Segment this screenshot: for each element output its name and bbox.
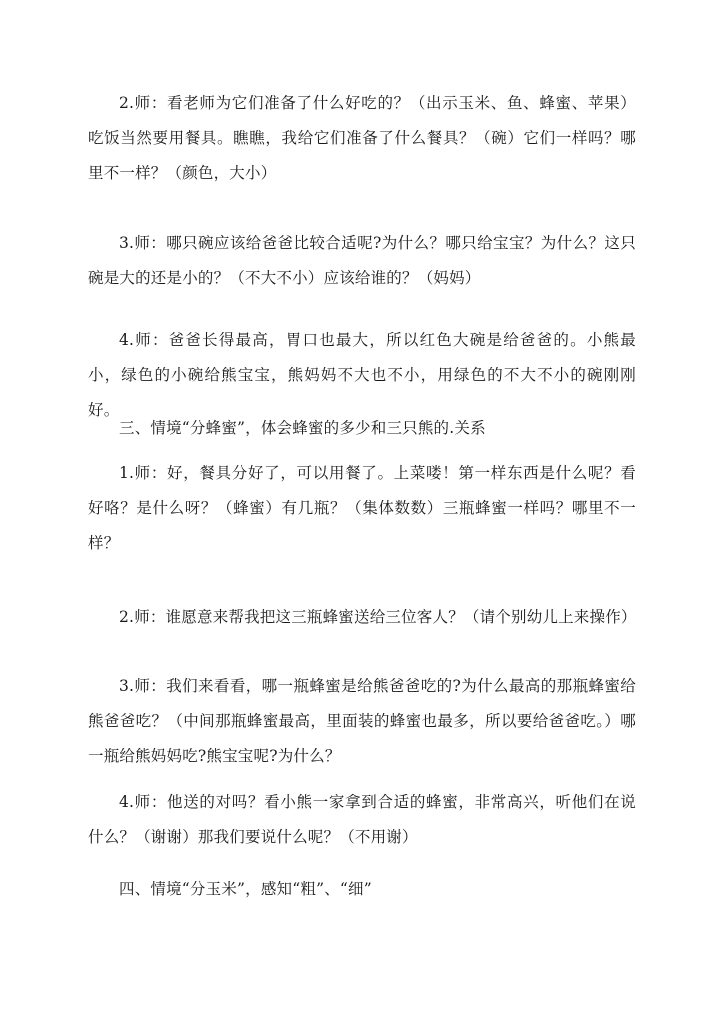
paragraph-1: 2.师：看老师为它们准备了什么好吃的？（出示玉米、鱼、蜂蜜、苹果）吃饭当然要用餐具。瞧瞧，我给它们准备了什么餐具？（碗）它们一样吗？哪里不一样？（颜色，大小） <box>88 94 636 182</box>
paragraph-5: 2.师：谁愿意来帮我把这三瓶蜂蜜送给三位客人？（请个别幼儿上来操作） <box>119 608 637 626</box>
paragraph-3: 4.师：爸爸长得最高，胃口也最大，所以红色大碗是给爸爸的。小熊最小，绿色的小碗给熊宝宝，熊妈妈不大也不小，用绿色的不大不小的碗刚刚好。 <box>88 331 636 419</box>
section-heading-3: 三、情境“分蜂蜜”，体会蜂蜜的多少和三只熊的.关系 <box>119 419 486 437</box>
section-heading-4: 四、情境“分玉米”，感知“粗”、“细” <box>119 880 372 898</box>
paragraph-2: 3.师：哪只碗应该给爸爸比较合适呢?为什么？哪只给宝宝？为什么？这只碗是大的还是小的？（不大不小）应该给谁的？（妈妈） <box>88 234 636 287</box>
paragraph-6: 3.师：我们来看看，哪一瓶蜂蜜是给熊爸爸吃的?为什么最高的那瓶蜂蜜给熊爸爸吃？（中间那瓶蜂蜜最高，里面装的蜂蜜也最多，所以要给爸爸吃。）哪一瓶给熊妈妈吃?熊宝宝呢?为什么？ <box>88 677 636 765</box>
paragraph-7: 4.师：他送的对吗？看小熊一家拿到合适的蜂蜜，非常高兴，听他们在说什么？（谢谢）那我们要说什么呢？（不用谢） <box>88 793 636 846</box>
paragraph-4: 1.师：好，餐具分好了，可以用餐了。上菜喽！第一样东西是什么呢？看好咯？是什么呀？（蜂蜜）有几瓶？（集体数数）三瓶蜂蜜一样吗？哪里不一样？ <box>88 464 636 552</box>
